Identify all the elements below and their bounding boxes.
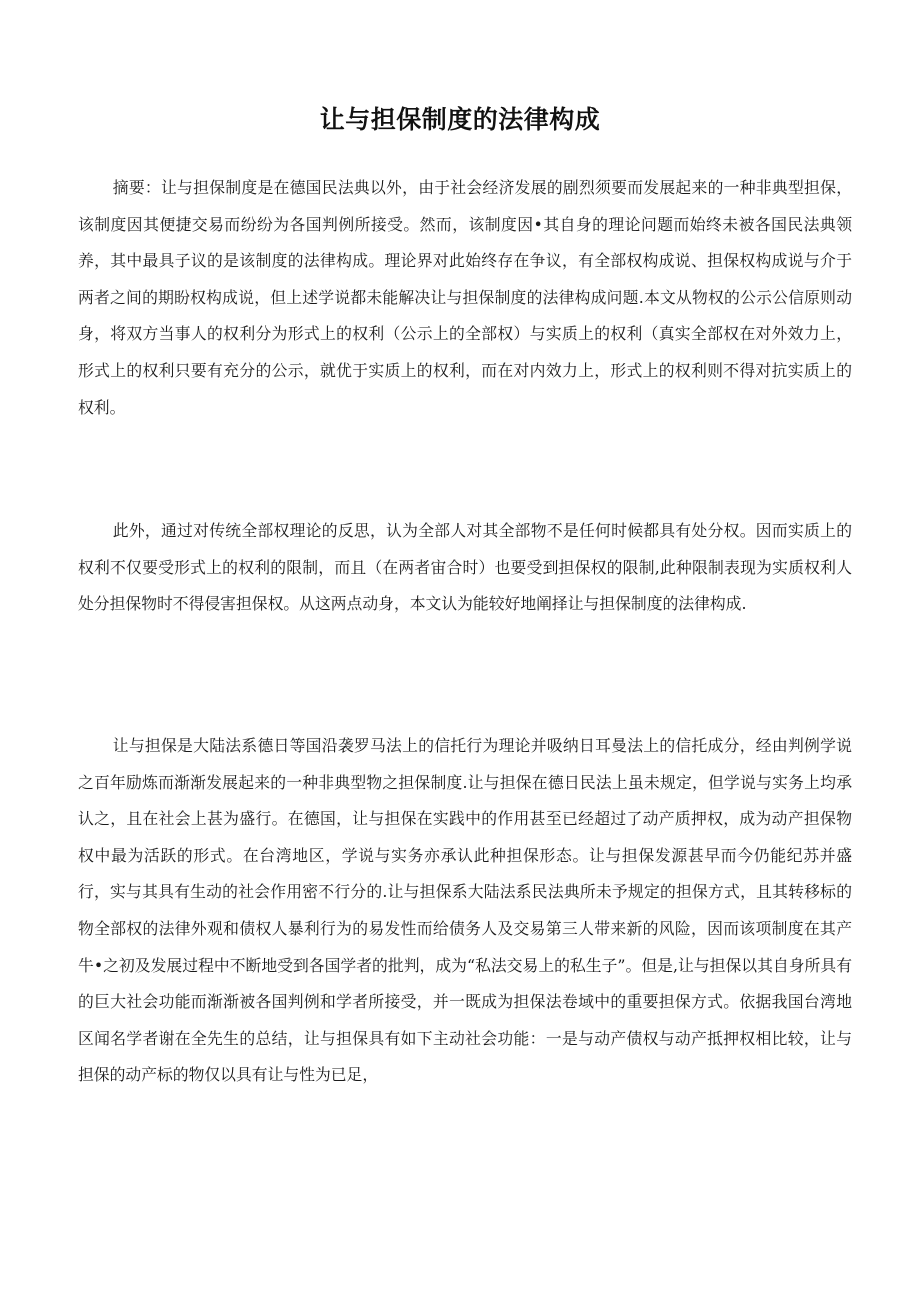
body-paragraph: 让与担保是大陆法系德日等国沿袭罗马法上的信托行为理论并吸纳日耳曼法上的信托成分，经由判例学说之百年励炼而渐渐发展起来的一种非典型物之担保制度.让与担保在德日民法上虽未规定，但学说与实务上均承认之，且在社会上甚为盛行。在德国，让与担保在实践中的作用甚至已经超过了动产质押权，成为动产担保物权中最为活跃的形式。在台湾地区，学说与实务亦承认此种担保形态。让与担保发源甚早而今仍能纪苏并盛行，实与其具有生动的社会作用密不行分的.让与担保系大陆法系民法典所未予规定的担保方式，且其转移标的物全部权的法律外观和债权人暴利行为的易发性而给债务人及交易第三人带来新的风险，因而该项制度在其产牛•之初及发展过程中不断地受到各国学者的批判，成为“私法交易上的私生子”。但是,让与担保以其自身所具有的巨大社会功能而渐渐被各国判例和学者所接受，并一既成为担保法卷域中的重要担保方式。依据我国台湾地区闻名学者谢在全先生的总结，让与担保具有如下主动社会功能：一是与动产债权与动产抵押权相比较，让与担保的动产标的物仅以具有让与性为已足， bbox=[78, 736, 852, 1085]
body-paragraph: 此外，通过对传统全部权理论的反思，认为全部人对其全部物不是任何时候都具有处分权。因而实质上的权利不仅要受形式上的权利的限制，而且（在两者宙合时）也要受到担保权的限制,此种限制表现为实质权利人处分担保物时不得侵害担保权。从这两点动身，本文认为能较好地阐择让与担保制度的法律构成. bbox=[78, 521, 852, 614]
abstract-paragraph: 摘要：让与担保制度是在德国民法典以外，由于社会经济发展的剧烈须要而发展起来的一种非典型担保，该制度因其便捷交易而纷纷为各国判例所接受。然而，该制度因•其自身的理论问题而始终未被各国民法典领养，其中最具子议的是该制度的法律构成。理论界对此始终存在争议，有全部权构成说、担保权构成说与介于两者之间的期盼权构成说，但上述学说都未能解决让与担保制度的法律构成问题.本文从物权的公示公信原则动身，将双方当事人的权利分为形式上的权利（公示上的全部权）与实质上的权利（真实全部权在对外效力上，形式上的权利只要有充分的公示，就优于实质上的权利，而在对内效力上，形式上的权利则不得对抗实质上的权利。 bbox=[78, 178, 852, 417]
document-title: 让与担保制度的法律构成 bbox=[319, 105, 601, 134]
